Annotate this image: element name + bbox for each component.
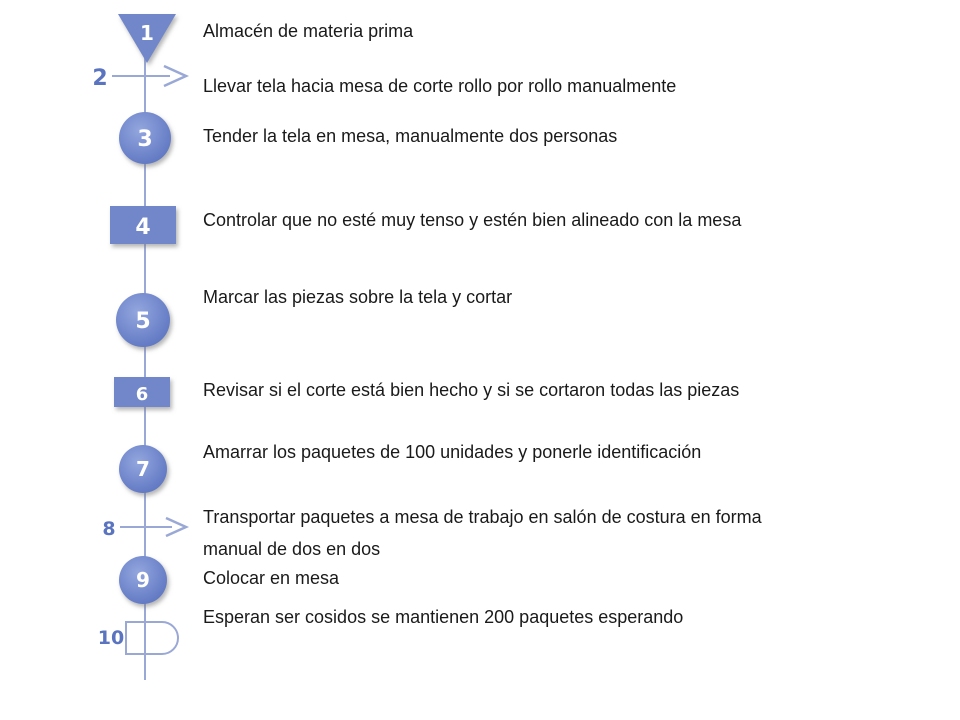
- step-description: Amarrar los paquetes de 100 unidades y ponerle identificación: [203, 442, 702, 462]
- step-description: Almacén de materia prima: [203, 21, 414, 41]
- transport-arrow-icon: [112, 66, 186, 86]
- step-number: 5: [135, 309, 151, 334]
- step-description: Llevar tela hacia mesa de corte rollo por rollo manualmente: [203, 76, 677, 96]
- step-description: Controlar que no esté muy tenso y estén bien alineado con la mesa: [203, 210, 742, 230]
- step-number: 2: [92, 66, 108, 91]
- transport-arrow-icon: [120, 518, 186, 536]
- step-number: 9: [136, 568, 150, 592]
- step-number: 4: [135, 215, 151, 240]
- step-number: 8: [102, 518, 116, 540]
- step-number: 6: [135, 384, 149, 405]
- step-description: Colocar en mesa: [203, 568, 340, 588]
- step-description: Revisar si el corte está bien hecho y si se cortaron todas las piezas: [203, 380, 740, 400]
- step-description-line: manual de dos en dos: [203, 539, 381, 559]
- step-description: Tender la tela en mesa, manualmente dos personas: [203, 126, 618, 146]
- step-number: 10: [97, 627, 125, 649]
- delay-symbol: [126, 622, 178, 654]
- step-number: 7: [136, 457, 150, 481]
- step-description: Marcar las piezas sobre la tela y cortar: [203, 287, 513, 307]
- step-description-line: Transportar paquetes a mesa de trabajo en salón de costura en forma: [203, 507, 762, 527]
- step-description: [203, 503, 762, 563]
- step-description: Esperan ser cosidos se mantienen 200 paquetes esperando: [203, 607, 684, 627]
- step-number: 3: [137, 127, 153, 152]
- step-number: 1: [140, 21, 154, 45]
